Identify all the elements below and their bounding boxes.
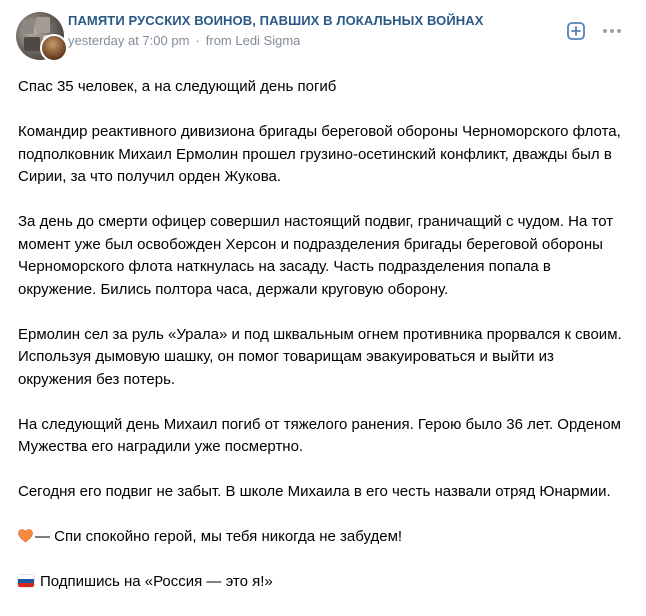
group-name-link[interactable]: ПАМЯТИ РУССКИХ ВОИНОВ, ПАВШИХ В ЛОКАЛЬНЫХ ВОЙНАХ (68, 13, 484, 28)
post-paragraph: Командир реактивного дивизиона бригады береговой обороны Черноморского флота, подполковник Михаил Ермолин прошел грузино-осетинский конфликт, дважды был в Сирии, за что получил орден Жукова. (18, 123, 621, 185)
post-header (0, 0, 646, 70)
post-time[interactable]: yesterday at 7:00 pm (68, 33, 190, 48)
more-dots-icon[interactable] (602, 22, 622, 40)
post-meta (68, 33, 300, 48)
post-text (18, 76, 630, 616)
subscribe-line (18, 571, 630, 594)
farewell-line (18, 526, 630, 549)
meta-separator: · (195, 33, 200, 48)
subscribe-text: Подпишись на «Россия — это я!» (40, 573, 273, 590)
post-paragraph: Ермолин сел за руль «Урала» и под шквальным огнем противника прорвался к своим. Используя дымовую шашку, он помог товарищам эвакуироваться и выйти из окружения без потерь. (18, 325, 622, 388)
add-square-icon[interactable] (567, 22, 585, 40)
post-source[interactable]: from Ledi Sigma (205, 33, 301, 48)
author-avatar[interactable] (40, 34, 68, 62)
russia-flag-icon (18, 575, 34, 587)
post-paragraph: На следующий день Михаил погиб от тяжелого ранения. Герою было 36 лет. Орденом Мужества его наградили уже посмертно. (18, 415, 621, 455)
post-paragraph: За день до смерти офицер совершил настоящий подвиг, граничащий с чудом. На тот момент уже был освобожден Херсон и подразделения бригады береговой обороны Черноморского флота наткнулась на засаду. Часть подразделения попала в окружение. Бились полтора часа, держали круговую оборону. (18, 213, 614, 298)
post-paragraph: Спас 35 человек, а на следующий день погиб (18, 78, 337, 95)
orange-heart-icon (18, 528, 33, 542)
farewell-text: — Спи спокойно герой, мы тебя никогда не забудем! (35, 528, 403, 545)
post-paragraph: Сегодня его подвиг не забыт. В школе Михаила в его честь назвали отряд Юнармии. (18, 483, 611, 500)
